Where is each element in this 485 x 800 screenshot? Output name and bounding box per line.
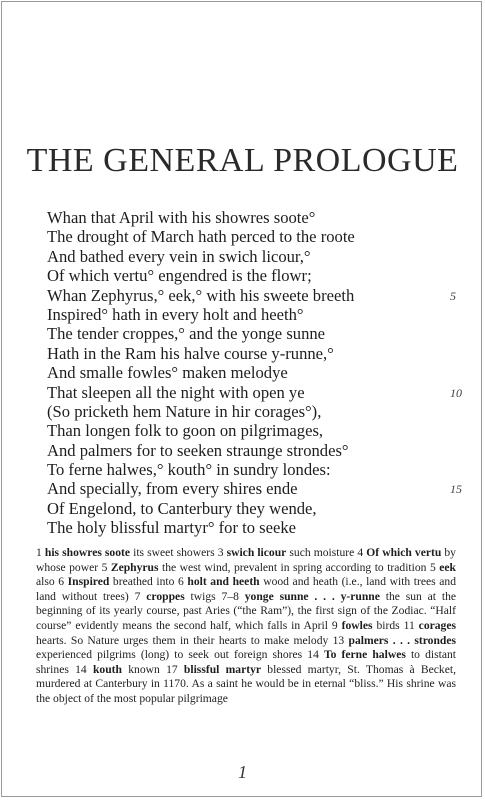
poem-line: Of which vertu° engendred is the flowr; bbox=[47, 266, 312, 286]
line-number: 5 bbox=[450, 288, 456, 303]
poem-line: Inspired° hath in every holt and heeth° bbox=[47, 304, 304, 324]
poem-line: Hath in the Ram his halve course y-runne,° bbox=[47, 343, 334, 363]
line-number: 10 bbox=[450, 385, 462, 400]
poem-line: To ferne halwes,° kouth° in sundry londes: bbox=[47, 460, 331, 480]
page-number: 1 bbox=[238, 762, 247, 782]
poem-text bbox=[47, 208, 467, 538]
poem-line: Whan Zephyrus,° eek,° with his sweete breeth 5 bbox=[47, 285, 456, 305]
poem-line: The holy blissful martyr° for to seeke bbox=[47, 518, 297, 538]
poem-line: (So pricketh hem Nature in hir corages°), bbox=[47, 401, 322, 421]
poem-line: And specially, from every shires ende 15 bbox=[47, 479, 462, 499]
poem-line: That sleepen all the night with open ye 10 bbox=[47, 382, 462, 402]
poem-line: And smalle fowles° maken melodye bbox=[47, 363, 288, 383]
poem-line: Of Engelond, to Canterbury they wende, bbox=[47, 498, 317, 518]
page-title: THE GENERAL PROLOGUE bbox=[26, 142, 459, 179]
glossary-notes: 1 his showres soote its sweet showers 3 swich licour such moisture 4 Of which vertu by whose power 5 Zephyrus the west wind, prevalent in spring according to tradition 5 eek also 6 Inspired breathed into 6 holt and heeth wood and heath (i.e., land with trees and land without trees) 7 croppes twigs 7–8 yonge sunne . . . y-runne the sun at the beginning of its yearly course, past Aries (“the Ram”), the first sign of the Zodiac. “Half course” evidently means the second half, which falls in April 9 fowles birds 11 corages hearts. So Nature urges them in their hearts to make melody 13 palmers . . . strondes experienced pilgrims (long) to seek out foreign shores 14 To ferne halwes to distant shrines 14 kouth known 17 blissful martyr blessed martyr, St. Thomas à Becket, murdered at Canterbury in 1170. As a saint he would be in eternal “bliss.” His shrine was the object of the most popular pilgrimage bbox=[36, 546, 457, 705]
poem-line: Whan that April with his showres soote° bbox=[47, 208, 316, 227]
line-number: 15 bbox=[450, 482, 462, 497]
poem-line: The tender croppes,° and the yonge sunne bbox=[47, 324, 326, 344]
poem-line: The drought of March hath perced to the roote bbox=[47, 227, 355, 247]
poem-line: Than longen folk to goon on pilgrimages, bbox=[47, 421, 324, 441]
poem-line: And bathed every vein in swich licour,° bbox=[47, 246, 311, 266]
poem-line: And palmers for to seeken straunge strondes° bbox=[47, 440, 349, 460]
